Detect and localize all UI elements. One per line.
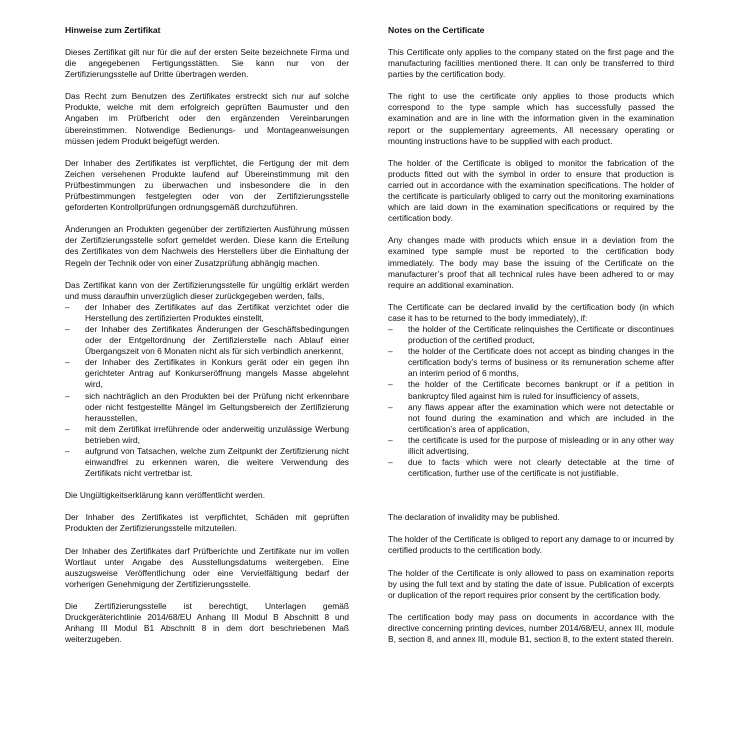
list-item-text: der Inhaber des Zertifikates Änderungen der Geschäftsbedingungen oder der Entgeltordnung der Zertifizierstelle nach Ablauf einer Übergangszeit von 6 Monaten nicht als für sich verbindlich anerkennt,: [85, 323, 349, 357]
german-invalidation-list: [65, 302, 349, 480]
english-paragraph-usage-rights: The right to use the certificate only applies to those products which correspond to the type sample which has successfully passed the examination and are in line with the information given in the examination report or the supplementary agreements. All necessary operating or mounting instructions have to be supplied with each product.: [388, 91, 674, 146]
german-heading: Hinweise zum Zertifikat: [65, 25, 161, 35]
bullet-marker: –: [388, 346, 393, 357]
bullet-marker: –: [388, 457, 393, 468]
list-item: [65, 357, 349, 390]
english-paragraph-scope: This Certificate only applies to the company stated on the first page and the manufacturing facilities mentioned there. It can only be transferred to third parties by the certification body.: [388, 47, 674, 80]
bullet-marker: –: [65, 357, 70, 368]
list-item-text: the certificate is used for the purpose of misleading or in any other way illicit advertising,: [408, 434, 674, 456]
list-item-text: aufgrund von Tatsachen, welche zum Zeitpunkt der Zertifizierung nicht einwandfrei zu erkennen waren, die weitere Verwendung des Zertifikats nicht vertretbar ist.: [85, 446, 349, 479]
german-paragraph-changes: Änderungen an Produkten gegenüber der zertifizierten Ausführung müssen der Zertifizierungsstelle sofort gemeldet werden. Diese kann die Erteilung des Zertifikates von dem Nachweis des Herstellers über die Einhaltung der Regeln der Technik oder von einer Zusatzprüfung abhängig machen.: [65, 224, 349, 268]
german-paragraph-damage: Der Inhaber des Zertifikates ist verpflichtet, Schäden mit geprüften Produkten der Zertifizierungsstelle mitzuteilen.: [65, 512, 349, 534]
bullet-marker: –: [65, 446, 70, 456]
bullet-marker: –: [65, 301, 70, 312]
list-item: [388, 379, 674, 401]
english-invalidation-list: [388, 324, 674, 479]
english-paragraph-distribution: The holder of the Certificate is only allowed to pass on examination reports by using the full text and by stating the date of issue. Publication of excerpts or duplication of the report requires prior consent by the certification body.: [388, 567, 674, 600]
list-item-text: der Inhaber des Zertifikates auf das Zertifikat verzichtet oder die Herstellung des zertifizierten Produktes einstellt,: [85, 301, 349, 323]
list-item-text: the holder of the Certificate does not accept as binding changes in the certification body’s terms of business or its remuneration scheme after an interim period of 6 months,: [408, 346, 674, 379]
bullet-marker: –: [388, 434, 393, 445]
english-paragraph-damage: The holder of the Certificate is obliged to report any damage to or incurred by certified products to the certification body.: [388, 534, 674, 556]
german-paragraph-invalidation: Das Zertifikat kann von der Zertifizierungsstelle für ungültig erklärt werden und muss daraufhin unverzüglich dieser zurückgegeben werden, falls,: [65, 279, 349, 301]
list-item: [65, 302, 349, 324]
english-notes-column: [388, 25, 674, 656]
list-item: [388, 324, 674, 346]
list-item-text: mit dem Zertifikat irreführende oder anderweitig unzulässige Werbung betrieben wird,: [85, 423, 349, 445]
german-paragraph-usage-rights: Das Recht zum Benutzen des Zertifikates erstreckt sich nur auf solche Produkte, welche mit dem erfolgreich geprüften Baumuster und den Angaben im Prüfbericht oder den ergänzenden Vereinbarungen übereinstimmen. Notwendige Bedienungs- und Montageanweisungen müssen jedem Produkt beigefügt werden.: [65, 91, 349, 146]
bullet-marker: –: [65, 423, 70, 434]
list-item-text: due to facts which were not clearly detectable at the time of certification, further use of the certificate is not justifiable.: [408, 457, 674, 479]
english-paragraph-monitoring: The holder of the Certificate is obliged to monitor the fabrication of the products fitted out with the symbol in order to ensure that production is carried out in accordance with the examination specifications. The holder of the certificate is particularly obliged to carry out the monitoring examinations which are laid down in the examination specifications or required by the certification body.: [388, 157, 674, 224]
german-notes-column: [65, 25, 349, 656]
list-item-text: any flaws appear after the examination which were not detectable or not found during the examination and which are included in the certification’s area of application,: [408, 401, 674, 434]
german-paragraph-documents: Die Zertifizierungsstelle ist berechtigt, Unterlagen gemäß Druckgeräterichtlinie 2014/68/EU Anhang III Modul B Abschnitt 8 und Anhang III Modul B1 Abschnitt 8 in dem dort beschriebenen Maß weiterzugeben.: [65, 600, 349, 645]
bullet-marker: –: [388, 401, 393, 412]
list-item: [65, 446, 349, 479]
german-paragraph-distribution: Der Inhaber des Zertifikates darf Prüfberichte und Zertifikate nur im vollen Wortlaut unter Angabe des Ausstellungsdatums weitergeben. Eine auszugsweise Veröffentlichung oder eine Vervielfältigung bedarf der vorherigen Genehmigung der Zertifizierungsstelle.: [65, 545, 349, 589]
list-item-text: der Inhaber des Zertifikates in Konkurs gerät oder ein gegen ihn gerichteter Antrag auf Konkurseröffnung mangels Masse abgelehnt wird,: [85, 357, 349, 390]
bullet-marker: –: [65, 323, 70, 334]
list-item: [388, 346, 674, 379]
list-item-text: the holder of the Certificate relinquishes the Certificate or discontinues production of the certified product,: [408, 323, 674, 346]
german-paragraph-publication: Die Ungültigkeitserklärung kann veröffentlicht werden.: [65, 490, 266, 501]
bullet-marker: –: [388, 379, 393, 390]
list-item-text: the holder of the Certificate becomes bankrupt or if a petition in bankruptcy filed against him is ruled for insufficiency of assets,: [408, 379, 674, 401]
list-item: [65, 391, 349, 424]
english-paragraph-changes: Any changes made with products which ensue in a deviation from the examined type sample must be reported to the certification body immediately. The body may base the issuing of the Certificate on the manufacturer’s proof that all technical rules have been adhered to or may require an additional examination.: [388, 235, 674, 290]
english-paragraph-documents: The certification body may pass on documents in accordance with the directive concerning printing devices, number 2014/68/EU, annex III, module B, section 8, and annex III, module B1, section 8, to the extent stated therein.: [388, 611, 674, 645]
german-paragraph-monitoring: Der Inhaber des Zertifikates ist verpflichtet, die Fertigung der mit dem Zeichen versehenen Produkte laufend auf Übereinstimmung mit den Prüfbestimmungen zu überwachen und insbesondere die in den Prüfbestimmungen festgelegten oder von der Zertifizierungsstelle geforderten Kontrollprüfungen ordnungsgemäß durchzuführen.: [65, 157, 349, 213]
english-heading: Notes on the Certificate: [388, 25, 485, 35]
list-item-text: sich nachträglich an den Produkten bei der Prüfung nicht erkennbare oder nicht festgestellte Mängel im Geltungsbereich der Zertifizierung herausstellen,: [85, 390, 349, 423]
english-paragraph-invalidation: The Certificate can be declared invalid by the certification body (in which case it has to be returned to the body immediately), if:: [388, 301, 674, 323]
list-item: [65, 424, 349, 446]
english-paragraph-publication: The declaration of invalidity may be published.: [388, 512, 560, 523]
list-item: [388, 457, 674, 479]
list-item: [388, 435, 674, 457]
list-item: [65, 324, 349, 357]
german-paragraph-scope: Dieses Zertifikat gilt nur für die auf der ersten Seite bezeichnete Firma und die angegebenen Fertigungsstätten. Sie kann nur von der Zertifizierungsstelle auf Dritte übertragen werden.: [65, 47, 349, 80]
list-item: [388, 402, 674, 435]
spacer: [388, 490, 674, 512]
bullet-marker: –: [65, 390, 70, 401]
bullet-marker: –: [388, 323, 393, 334]
